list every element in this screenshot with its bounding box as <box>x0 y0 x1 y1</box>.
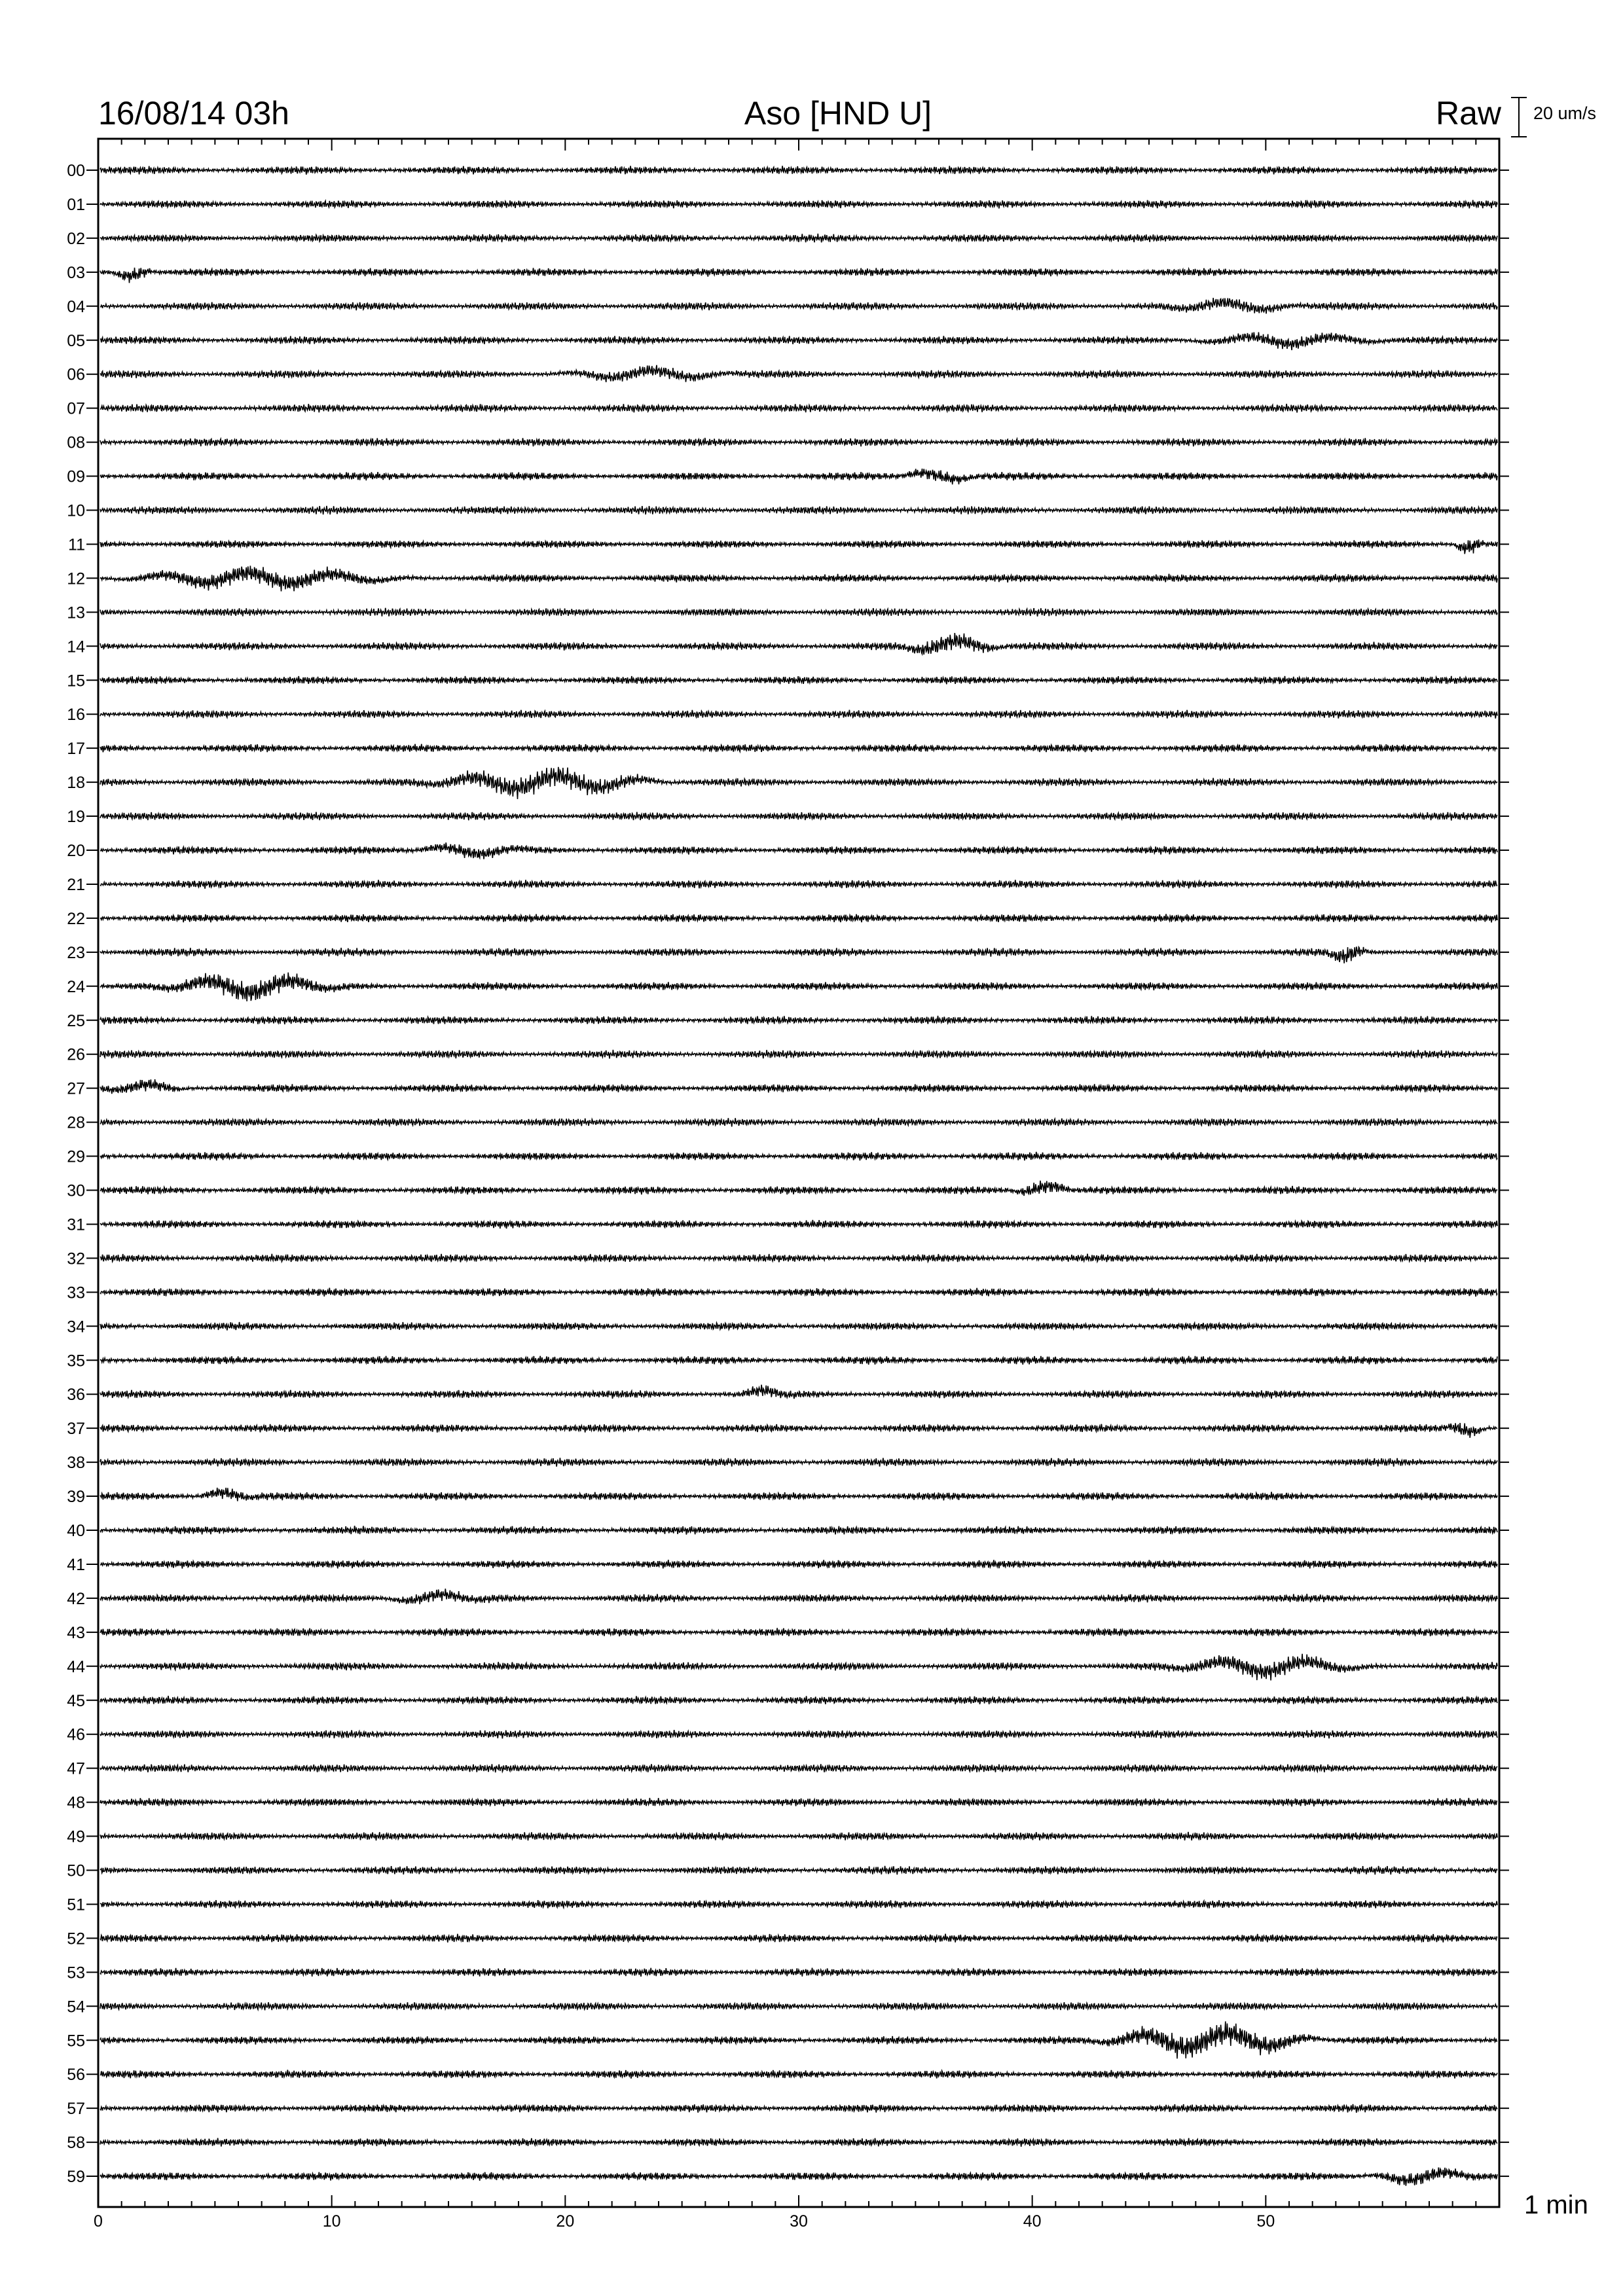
trace-row-47 <box>100 1764 1497 1772</box>
row-label-28: 28 <box>67 1113 85 1132</box>
row-label-05: 05 <box>67 331 85 350</box>
trace-row-59 <box>100 2168 1497 2186</box>
trace-row-26 <box>100 1050 1497 1058</box>
mode-label: Raw <box>1435 95 1501 132</box>
row-label-45: 45 <box>67 1691 85 1710</box>
row-label-27: 27 <box>67 1079 85 1098</box>
row-label-47: 47 <box>67 1759 85 1778</box>
row-label-19: 19 <box>67 808 85 827</box>
row-label-22: 22 <box>67 909 85 928</box>
row-label-34: 34 <box>67 1318 85 1336</box>
trace-row-49 <box>100 1832 1497 1840</box>
row-label-29: 29 <box>67 1147 85 1166</box>
trace-row-35 <box>100 1356 1497 1365</box>
row-label-23: 23 <box>67 943 85 962</box>
row-label-18: 18 <box>67 774 85 793</box>
trace-row-18 <box>100 767 1497 799</box>
trace-row-38 <box>100 1458 1497 1466</box>
row-label-01: 01 <box>67 195 85 214</box>
trace-row-48 <box>100 1798 1497 1806</box>
trace-row-42 <box>100 1588 1497 1604</box>
row-label-02: 02 <box>67 229 85 248</box>
row-label-32: 32 <box>67 1249 85 1268</box>
trace-row-13 <box>100 608 1497 617</box>
row-label-11: 11 <box>68 535 85 554</box>
trace-row-32 <box>100 1254 1497 1263</box>
trace-row-53 <box>100 1968 1497 1977</box>
trace-row-24 <box>100 973 1497 1001</box>
row-label-42: 42 <box>67 1589 85 1608</box>
x-axis-unit-label: 1 min <box>1524 2191 1588 2219</box>
row-label-26: 26 <box>67 1045 85 1064</box>
trace-row-01 <box>100 200 1497 209</box>
trace-row-37 <box>100 1423 1497 1438</box>
trace-row-25 <box>100 1016 1497 1024</box>
x-tick-label-0: 0 <box>94 2212 103 2231</box>
x-tick-label-50: 50 <box>1256 2212 1275 2231</box>
row-label-55: 55 <box>67 2032 85 2051</box>
trace-row-08 <box>100 438 1497 446</box>
trace-row-28 <box>100 1118 1497 1126</box>
row-label-39: 39 <box>67 1488 85 1507</box>
station-title: Aso [HND U] <box>744 95 932 132</box>
trace-row-27 <box>100 1079 1497 1094</box>
row-label-50: 50 <box>67 1861 85 1880</box>
trace-row-57 <box>100 2104 1497 2113</box>
row-label-07: 07 <box>67 399 85 418</box>
row-label-36: 36 <box>67 1386 85 1405</box>
row-label-59: 59 <box>67 2168 85 2187</box>
trace-row-30 <box>100 1181 1497 1196</box>
trace-row-50 <box>100 1866 1497 1874</box>
trace-row-19 <box>100 812 1497 821</box>
trace-row-46 <box>100 1730 1497 1738</box>
trace-row-58 <box>100 2138 1497 2147</box>
trace-row-41 <box>100 1560 1497 1568</box>
trace-row-55 <box>100 2021 1497 2058</box>
row-label-58: 58 <box>67 2134 85 2153</box>
x-tick-label-30: 30 <box>790 2212 808 2231</box>
trace-row-09 <box>100 469 1497 484</box>
trace-row-31 <box>100 1220 1497 1229</box>
trace-row-39 <box>100 1488 1497 1501</box>
trace-row-20 <box>100 842 1497 859</box>
trace-row-40 <box>100 1526 1497 1534</box>
row-label-57: 57 <box>67 2100 85 2119</box>
row-label-13: 13 <box>67 603 85 622</box>
trace-row-06 <box>100 365 1497 382</box>
row-label-31: 31 <box>67 1215 85 1234</box>
row-label-16: 16 <box>67 706 85 725</box>
trace-row-10 <box>100 506 1497 514</box>
row-label-30: 30 <box>67 1181 85 1200</box>
trace-row-54 <box>100 2002 1497 2010</box>
row-label-24: 24 <box>67 977 85 996</box>
row-label-17: 17 <box>67 740 85 759</box>
row-label-41: 41 <box>67 1555 85 1574</box>
row-label-54: 54 <box>67 1998 85 2017</box>
row-label-06: 06 <box>67 365 85 384</box>
row-label-40: 40 <box>67 1522 85 1540</box>
row-label-09: 09 <box>67 467 85 486</box>
record-datetime: 16/08/14 03h <box>98 95 289 132</box>
row-label-08: 08 <box>67 433 85 452</box>
trace-row-11 <box>100 539 1497 554</box>
trace-row-23 <box>100 946 1497 963</box>
trace-row-21 <box>100 880 1497 889</box>
row-label-20: 20 <box>67 842 85 860</box>
trace-row-45 <box>100 1696 1497 1705</box>
row-label-04: 04 <box>67 297 85 316</box>
row-label-51: 51 <box>67 1895 85 1914</box>
row-label-21: 21 <box>67 875 85 894</box>
trace-row-22 <box>100 914 1497 923</box>
trace-row-02 <box>100 234 1497 242</box>
row-label-38: 38 <box>67 1454 85 1473</box>
row-label-35: 35 <box>67 1352 85 1371</box>
trace-row-44 <box>100 1654 1497 1681</box>
row-label-37: 37 <box>67 1420 85 1439</box>
row-label-49: 49 <box>67 1827 85 1846</box>
row-label-48: 48 <box>67 1793 85 1812</box>
row-label-52: 52 <box>67 1929 85 1948</box>
row-label-56: 56 <box>67 2066 85 2085</box>
trace-row-29 <box>100 1152 1497 1160</box>
row-label-03: 03 <box>67 263 85 282</box>
x-tick-label-20: 20 <box>556 2212 575 2231</box>
row-label-14: 14 <box>67 637 85 656</box>
trace-row-17 <box>100 744 1497 753</box>
row-label-15: 15 <box>67 672 85 691</box>
x-tick-label-40: 40 <box>1023 2212 1042 2231</box>
trace-row-04 <box>100 298 1497 314</box>
trace-row-12 <box>100 565 1497 591</box>
row-label-33: 33 <box>67 1283 85 1302</box>
trace-row-16 <box>100 710 1497 719</box>
row-label-10: 10 <box>67 501 85 520</box>
trace-row-05 <box>100 332 1497 351</box>
trace-row-14 <box>100 633 1497 655</box>
trace-row-36 <box>100 1385 1497 1399</box>
row-label-43: 43 <box>67 1623 85 1642</box>
trace-row-51 <box>100 1900 1497 1909</box>
trace-row-15 <box>100 676 1497 685</box>
amplitude-scale-label: 20 um/s <box>1533 103 1597 123</box>
trace-row-43 <box>100 1628 1497 1636</box>
row-label-12: 12 <box>67 569 85 588</box>
trace-row-07 <box>100 404 1497 412</box>
trace-row-56 <box>100 2070 1497 2079</box>
row-label-53: 53 <box>67 1964 85 1982</box>
trace-row-00 <box>100 166 1497 174</box>
row-label-00: 00 <box>67 162 85 180</box>
trace-row-52 <box>100 1934 1497 1943</box>
plot-frame <box>98 139 1499 2207</box>
x-tick-label-10: 10 <box>322 2212 341 2231</box>
trace-row-03 <box>100 268 1497 283</box>
trace-row-33 <box>100 1288 1497 1297</box>
row-label-25: 25 <box>67 1011 85 1030</box>
trace-row-34 <box>100 1322 1497 1331</box>
row-label-44: 44 <box>67 1657 85 1676</box>
row-label-46: 46 <box>67 1725 85 1744</box>
